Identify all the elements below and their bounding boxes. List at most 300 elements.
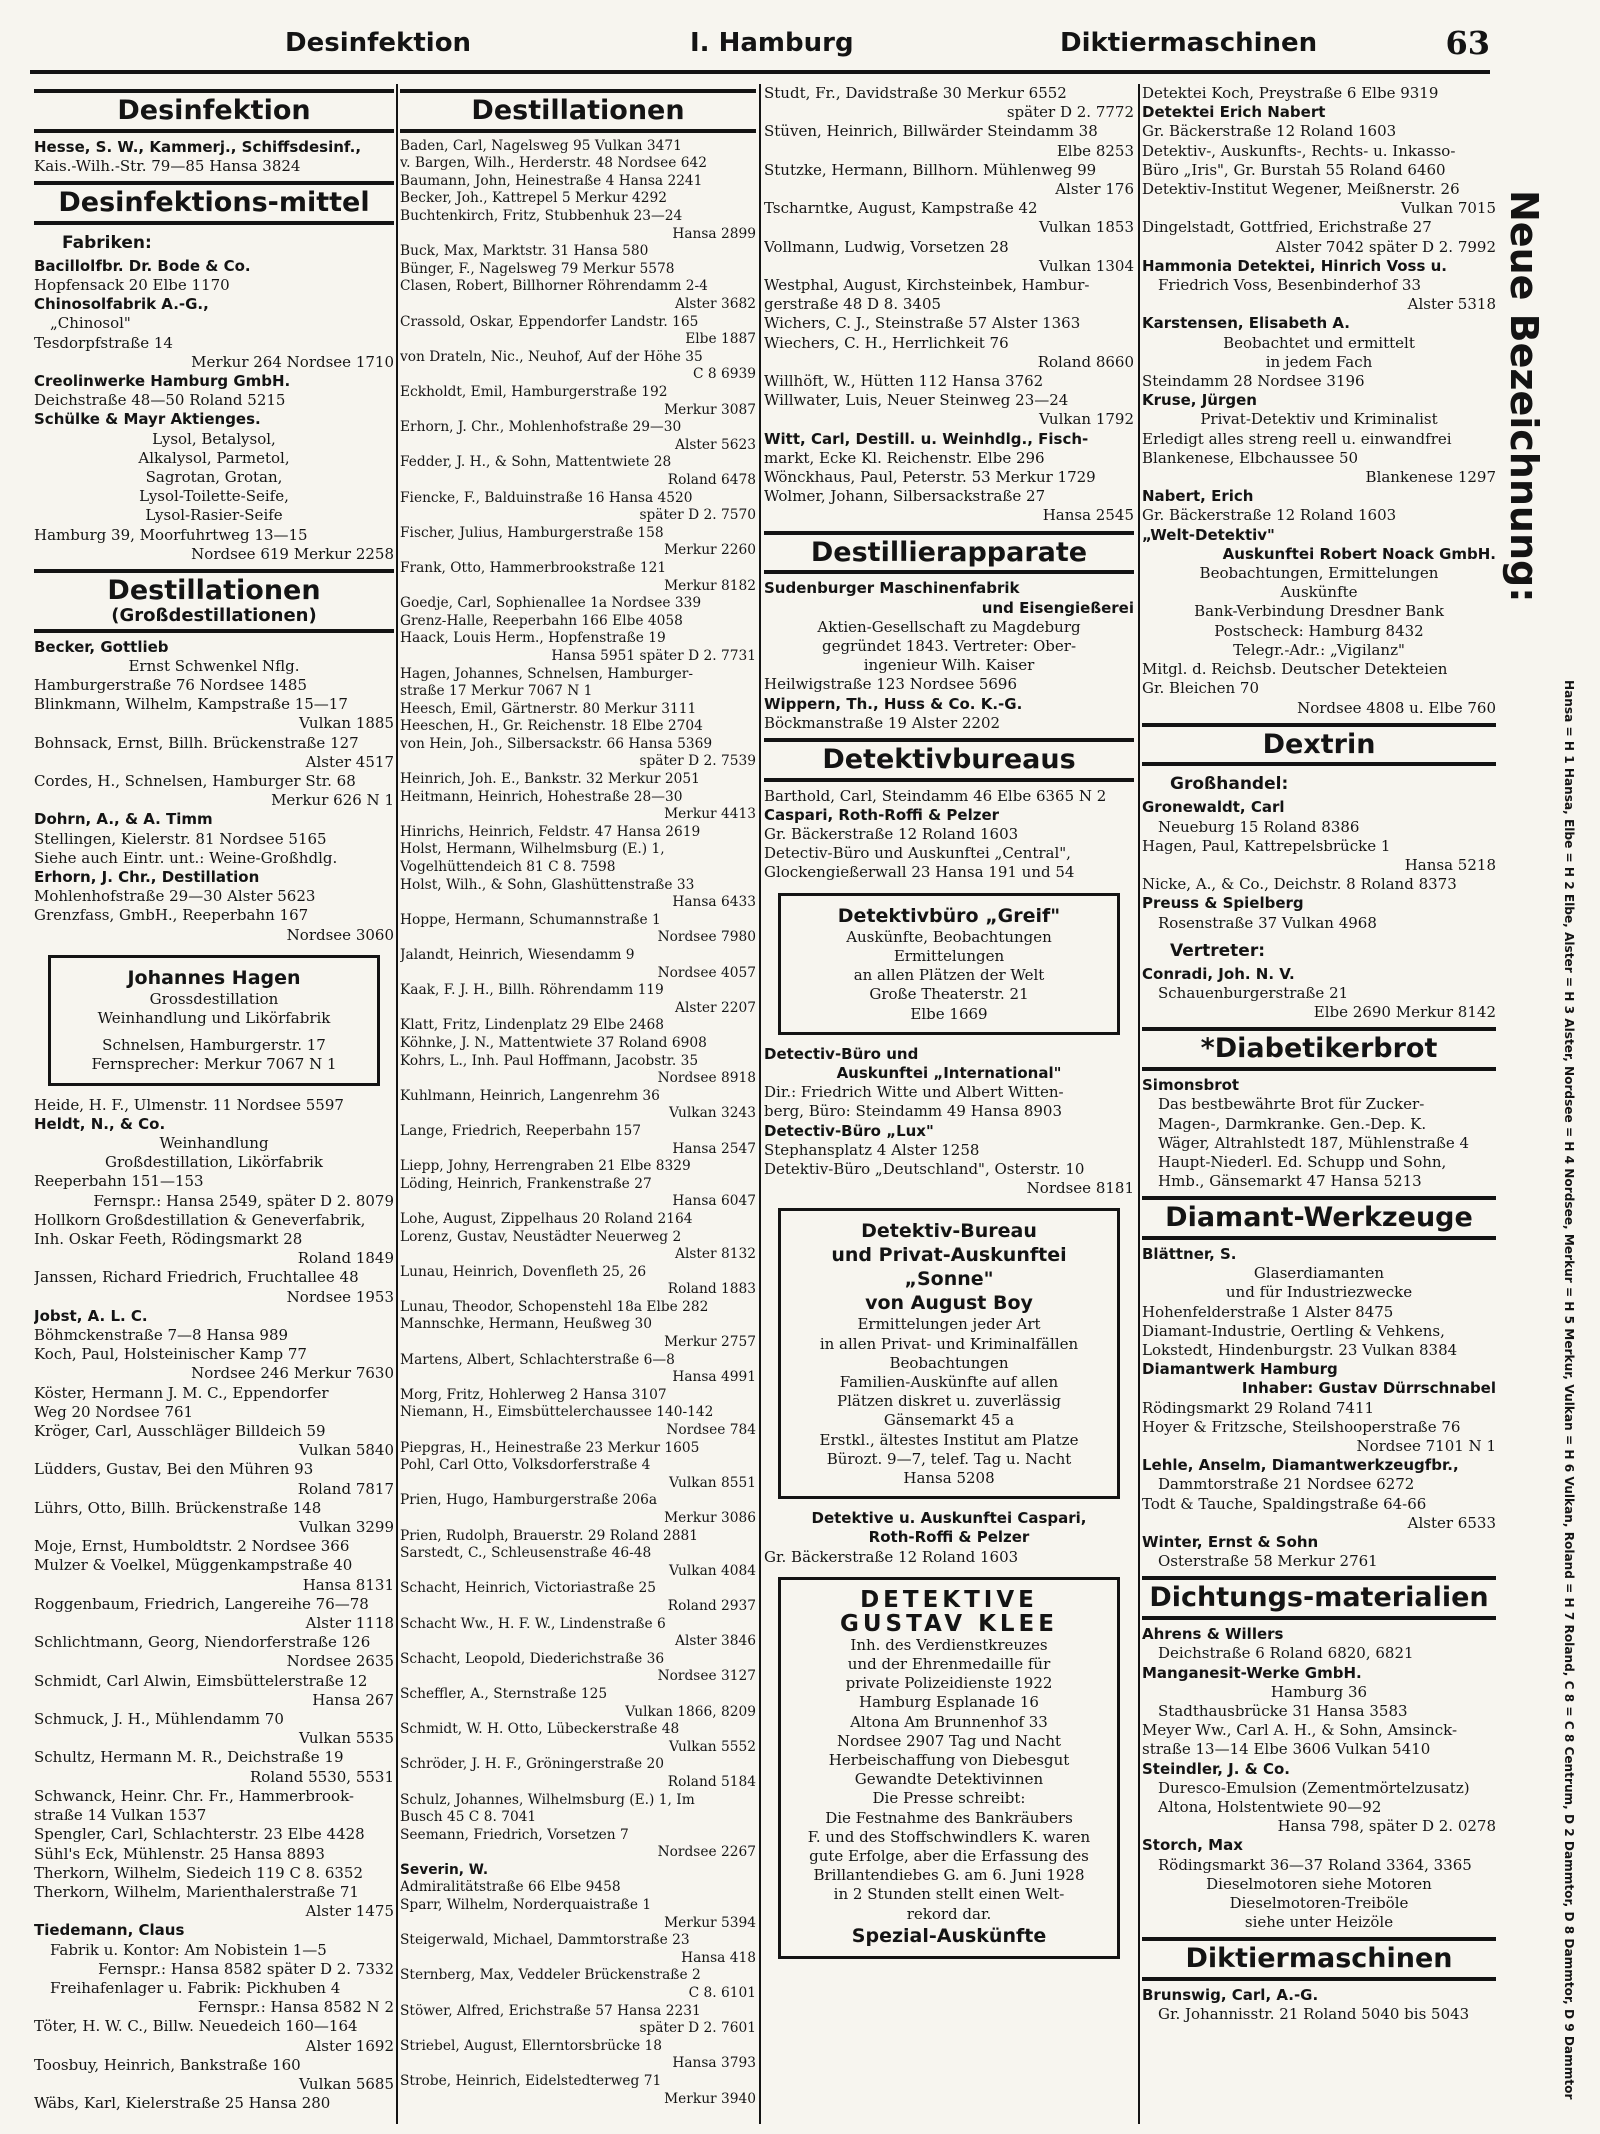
listing-line: Schacht, Heinrich, Victoriastraße 25 <box>400 1580 656 1597</box>
listing-line: Böhmckenstraße 7—8 Hansa 989 <box>34 1326 289 1345</box>
header-left-keyword: Desinfektion <box>285 28 472 58</box>
listing-line: Vulkan 3299 <box>299 1518 394 1537</box>
ad-line: DETEKTIVE <box>860 1586 1038 1613</box>
listing-line: Elbe 8253 <box>1056 141 1134 160</box>
listing-line: Haupt-Niederl. Ed. Schupp und Sohn, <box>1158 1152 1447 1171</box>
listing-line: Hagen, Paul, Kattrepelsbrücke 1 <box>1142 836 1391 855</box>
ad-line: Nordsee 2907 Tag und Nacht <box>836 1731 1062 1750</box>
listing-line: Lüdders, Gustav, Bei den Mühren 93 <box>34 1460 314 1479</box>
ad-line: Brillantendiebes G. am 6. Juni 1928 <box>813 1866 1085 1885</box>
listing-line: markt, Ecke Kl. Reichenstr. Elbe 296 <box>764 448 1045 467</box>
listing-line: Vogelhüttendeich 81 C 8. 7598 <box>400 859 616 876</box>
listing-line: Köhnke, J. N., Mattentwiete 37 Roland 6908 <box>400 1034 707 1051</box>
section-heading <box>1142 1196 1496 1240</box>
listing-line: Wönckhaus, Paul, Peterstr. 53 Merkur 1729 <box>764 468 1096 487</box>
listing-line: Nordsee 4808 u. Elbe 760 <box>1297 698 1496 717</box>
listing-line: Blankenese, Elbchaussee 50 <box>1142 448 1359 467</box>
listing-name: Diamantwerk Hamburg <box>1142 1360 1338 1379</box>
section-heading-text: Destillierapparate <box>810 536 1088 568</box>
listing-line: Steindamm 28 Nordsee 3196 <box>1142 372 1365 391</box>
listing-line: Deichstraße 48—50 Roland 5215 <box>34 391 286 410</box>
listing-line: Hansa 798, später D 2. 0278 <box>1277 1817 1496 1836</box>
listing-name: Bacillolfbr. Dr. Bode & Co. <box>34 256 251 275</box>
ad-line: Gewandte Detektivinnen <box>854 1770 1044 1789</box>
listing-name: Sudenburger Maschinenfabrik <box>764 579 1020 598</box>
listing-line: Crassold, Oskar, Eppendorfer Landstr. 165 <box>400 313 699 330</box>
listing-line: Nordsee 2635 <box>286 1652 394 1671</box>
ad-line: GUSTAV KLEE <box>840 1610 1058 1637</box>
category-label: Fabriken: <box>62 232 152 253</box>
listing-line: Koch, Paul, Holsteinischer Kamp 77 <box>34 1345 307 1364</box>
listing-line: Nordsee 246 Merkur 7630 <box>191 1364 394 1383</box>
listing-line: Fabrik u. Kontor: Am Nobistein 1—5 <box>50 1940 327 1959</box>
listing-line: Töter, H. W. C., Billw. Neuedeich 160—164 <box>34 2017 358 2036</box>
listing-line: Köster, Hermann J. M. C., Eppendorfer <box>34 1383 329 1402</box>
listing-line: Schmuck, J. H., Mühlendamm 70 <box>34 1710 284 1729</box>
listing-line: Mulzer & Voelkel, Müggenkampstraße 40 <box>34 1556 353 1575</box>
listing-name: Witt, Carl, Destill. u. Weinhdlg., Fisch- <box>764 429 1089 448</box>
listing-name: Tiedemann, Claus <box>34 1921 185 1940</box>
listing-line: Rödingsmarkt 29 Roland 7411 <box>1142 1398 1375 1417</box>
listing-line: Glaserdiamanten <box>1253 1264 1385 1283</box>
listing-line: Scheffler, A., Sternstraße 125 <box>400 1685 608 1702</box>
listing-line: Hansa 3793 <box>672 2055 756 2072</box>
listing-line: Altona, Holstentwiete 90—92 <box>1158 1797 1382 1816</box>
listing-line: Buchtenkirch, Fritz, Stubbenhuk 23—24 <box>400 208 683 225</box>
listing-name: Erhorn, J. Chr., Destillation <box>34 867 260 886</box>
listing-name: Storch, Max <box>1142 1836 1243 1855</box>
listing-line: Westphal, August, Kirchsteinbek, Hambur- <box>764 276 1090 295</box>
listing-name: Chinosolfabrik A.-G., <box>34 295 209 314</box>
listing-line: Alster 1475 <box>305 1902 394 1921</box>
listing-line: Deichstraße 6 Roland 6820, 6821 <box>1158 1644 1414 1663</box>
listing-line: Lokstedt, Hindenburgstr. 23 Vulkan 8384 <box>1142 1341 1458 1360</box>
section-heading-text: Diktiermaschinen <box>1185 1943 1453 1975</box>
listing-line: Pohl, Carl Otto, Volksdorferstraße 4 <box>400 1457 651 1474</box>
listing-name: Becker, Gottlieb <box>34 637 169 656</box>
listing-line: Fernspr.: Hansa 2549, später D 2. 8079 <box>93 1191 394 1210</box>
listing-line: Alster 5318 <box>1407 295 1496 314</box>
listing-line: Auskünfte <box>1280 583 1358 602</box>
listing-line: Siehe auch Eintr. unt.: Weine-Großhdlg. <box>34 848 338 867</box>
column-divider <box>759 84 761 2124</box>
listing-name: „Welt-Detektiv" <box>1142 525 1275 544</box>
page-header <box>30 24 1490 68</box>
listing-name: Jobst, A. L. C. <box>34 1306 148 1325</box>
listing-name: Steindler, J. & Co. <box>1142 1759 1290 1778</box>
listing-line: Lysol-Rasier-Seife <box>145 506 283 525</box>
listing-line: Neueburg 15 Roland 8386 <box>1158 817 1360 836</box>
listing-line: Löding, Heinrich, Frankenstraße 27 <box>400 1175 652 1192</box>
ad-line: Auskünfte, Beobachtungen <box>846 927 1052 946</box>
listing-line: Roland 5184 <box>667 1773 756 1790</box>
section-heading <box>764 738 1134 782</box>
listing-line: Hagen, Johannes, Schnelsen, Hamburger- <box>400 665 693 682</box>
listing-name: Dohrn, A., & A. Timm <box>34 810 213 829</box>
listing-line: Glockengießerwall 23 Hansa 191 und 54 <box>764 863 1075 882</box>
column-1 <box>34 84 394 2114</box>
side-exchange-text: Hansa = H 1 Hansa, Elbe = H 2 Elbe, Alster = H 3 Alster, Nordsee = H 4 Nordsee, Merkur = H 5 Merkur, Vulkan = H 6 Vulkan, Roland = H 7 Roland, C 8 = C 8 Centrum, D 2 Dammtor, D 8 Dammtor, D 9 Dammtor <box>1562 680 1576 2100</box>
listing-line: Osterstraße 58 Merkur 2761 <box>1158 1552 1378 1571</box>
section-heading-text: Desinfektion <box>117 95 311 126</box>
ad-line: Weinhandlung und Likörfabrik <box>97 1008 331 1027</box>
column-divider <box>396 84 398 2124</box>
listing-line: Alster 7042 später D 2. 7992 <box>1275 237 1496 256</box>
listing-line: Prien, Hugo, Hamburgerstraße 206a <box>400 1492 658 1509</box>
listing-line: Sparr, Wilhelm, Norderquaistraße 1 <box>400 1897 652 1914</box>
listing-line: Magen-, Darmkranke. Gen.-Dep. K. <box>1158 1114 1427 1133</box>
ad-line: Schnelsen, Hamburgerstr. 17 <box>102 1036 326 1055</box>
listing-line: Hamburg 39, Moorfuhrtweg 13—15 <box>34 525 308 544</box>
listing-line: Busch 45 C 8. 7041 <box>400 1809 537 1826</box>
listing-line: Hansa 5951 später D 2. 7731 <box>551 647 756 664</box>
section-heading-text: Diamant-Werkzeuge <box>1165 1202 1473 1234</box>
listing-line: Aktien-Gesellschaft zu Magdeburg <box>817 617 1081 636</box>
listing-line: Therkorn, Wilhelm, Siedeich 119 C 8. 6352 <box>34 1863 363 1882</box>
listing-line: Prien, Rudolph, Brauerstr. 29 Roland 2881 <box>400 1527 698 1544</box>
listing-line: Vulkan 8551 <box>668 1474 756 1491</box>
listing-line: Dieselmotoren siehe Motoren <box>1206 1874 1432 1893</box>
listing-line: Böckmanstraße 19 Alster 2202 <box>764 713 1001 732</box>
listing-name: Conradi, Joh. N. V. <box>1142 964 1295 983</box>
header-right-keyword: Diktiermaschinen <box>1060 28 1318 58</box>
listing-line: Vollmann, Ludwig, Vorsetzen 28 <box>764 237 1009 256</box>
listing-line: Detektiv-Büro „Deutschland", Osterstr. 10 <box>764 1159 1085 1178</box>
listing-line: Janssen, Richard Friedrich, Fruchtallee 48 <box>34 1268 359 1287</box>
section-heading <box>1142 1576 1496 1620</box>
header-city: I. Hamburg <box>690 28 854 58</box>
ad-line: Elbe 1669 <box>910 1004 988 1023</box>
listing-line: Roland 5530, 5531 <box>250 1767 394 1786</box>
ad-line: Familien-Auskünfte auf allen <box>839 1372 1059 1391</box>
listing-line: Hamburg 36 <box>1270 1682 1368 1701</box>
ad-line: Hansa 5208 <box>903 1468 995 1487</box>
listing-name: Ahrens & Willers <box>1142 1625 1284 1644</box>
listing-line: Bank-Verbindung Dresdner Bank <box>1194 602 1444 621</box>
listing-line: Strobe, Heinrich, Eidelstedterweg 71 <box>400 2073 662 2089</box>
ad-line: an allen Plätzen der Welt <box>853 966 1045 985</box>
listing-line: Morg, Fritz, Hohlerweg 2 Hansa 3107 <box>400 1386 667 1403</box>
listing-line: Nordsee 3060 <box>286 925 394 944</box>
section-heading <box>764 531 1134 575</box>
listing-name: Nabert, Erich <box>1142 487 1254 506</box>
listing-name: Manganesit-Werke GmbH. <box>1142 1663 1362 1682</box>
listing-name: Brunswig, Carl, A.-G. <box>1142 1986 1319 2005</box>
listing-line: Nordsee 8918 <box>657 1070 756 1087</box>
listing-line: Postscheck: Hamburg 8432 <box>1214 621 1424 640</box>
column-divider <box>1138 84 1140 2124</box>
listing-line: Kuhlmann, Heinrich, Langenrehm 36 <box>400 1087 660 1104</box>
ad-line: Altona Am Brunnenhof 33 <box>850 1712 1048 1731</box>
listing-line: Baden, Carl, Nagelsweg 95 Vulkan 3471 <box>400 137 682 154</box>
section-heading-text: *Diabetikerbrot <box>1200 1033 1438 1065</box>
ad-line: von August Boy <box>865 1292 1033 1315</box>
listing-name: Detectiv-Büro und <box>764 1044 919 1063</box>
listing-line: Gr. Bäckerstraße 12 Roland 1603 <box>1142 506 1397 525</box>
ad-line: Ermittelungen <box>893 946 1005 965</box>
listing-line: Vulkan 3243 <box>668 1105 756 1122</box>
column-2 <box>400 84 756 2114</box>
listing-line: Telegr.-Adr.: „Vigilanz" <box>1233 640 1405 659</box>
listing-line: Vulkan 1792 <box>1039 410 1134 429</box>
listing-line: Reeperbahn 151—153 <box>34 1172 204 1191</box>
listing-name: Heldt, N., & Co. <box>34 1114 166 1133</box>
listing-line: Todt & Tauche, Spaldingstraße 64-66 <box>1142 1494 1427 1513</box>
listing-line: Schauenburgerstraße 21 <box>1158 984 1349 1003</box>
listing-line: straße 17 Merkur 7067 N 1 <box>400 683 593 700</box>
listing-line: Nordsee 8181 <box>1026 1179 1134 1198</box>
listing-line: Striebel, August, Ellerntorsbrücke 18 <box>400 2037 662 2054</box>
listing-line: Vulkan 5685 <box>299 2074 394 2093</box>
listing-line: Stutzke, Hermann, Billhorn. Mühlenweg 99 <box>764 160 1097 179</box>
advertisement-box <box>778 893 1120 1035</box>
listing-line: von Hein, Joh., Silbersackstr. 66 Hansa 5369 <box>400 735 713 752</box>
ad-line: Plätzen diskret u. zuverlässig <box>837 1392 1061 1411</box>
listing-line: Dieselmotoren-Treiböle <box>1229 1894 1409 1912</box>
listing-name: Inhaber: Gustav Dürrschnabel <box>1241 1379 1496 1398</box>
listing-line: Alster 3846 <box>675 1633 756 1650</box>
listing-line: Vulkan 1853 <box>1039 218 1134 237</box>
listing-line: Lohe, August, Zippelhaus 20 Roland 2164 <box>400 1210 693 1227</box>
listing-line: Blinkmann, Wilhelm, Kampstraße 15—17 <box>34 695 348 714</box>
listing-line: Vulkan 5840 <box>299 1441 394 1460</box>
listing-line: Clasen, Robert, Billhorner Röhrendamm 2-4 <box>400 278 708 295</box>
ad-line: in 2 Stunden stellt einen Welt- <box>833 1885 1065 1904</box>
category-label: Vertreter: <box>1170 940 1266 961</box>
listing-line: Merkur 2757 <box>664 1334 756 1351</box>
listing-line: Sarstedt, C., Schleusenstraße 46-48 <box>400 1545 652 1562</box>
ad-line: Die Festnahme des Bankräubers <box>825 1808 1073 1827</box>
listing-line: Stüven, Heinrich, Billwärder Steindamm 38 <box>764 122 1098 141</box>
listing-line: Haack, Louis Herm., Hopfenstraße 19 <box>400 630 666 647</box>
ad-line: Die Presse schreibt: <box>872 1789 1026 1808</box>
listing-line: Merkur 626 N 1 <box>271 791 394 810</box>
listing-line: Alster 3682 <box>675 296 756 313</box>
listing-line: Vulkan 5552 <box>668 1738 756 1755</box>
advertisement-box <box>778 1577 1120 1959</box>
section-heading-text: Detektivbureaus <box>822 743 1076 775</box>
listing-name: Detektive u. Auskunftei Caspari, <box>811 1509 1087 1528</box>
listing-name: Karstensen, Elisabeth A. <box>1142 314 1350 333</box>
listing-line: Willhöft, W., Hütten 112 Hansa 3762 <box>764 372 1044 391</box>
listing-line: Heilwigstraße 123 Nordsee 5696 <box>764 675 1018 694</box>
listing-line: Nordsee 1953 <box>286 1287 394 1306</box>
listing-line: Erhorn, J. Chr., Mohlenhofstraße 29—30 <box>400 419 682 436</box>
listing-line: Alster 1118 <box>305 1614 394 1633</box>
listing-line: Hamburgerstraße 76 Nordsee 1485 <box>34 675 308 694</box>
listing-line: Wäger, Altrahlstedt 187, Mühlenstraße 4 <box>1158 1133 1470 1152</box>
listing-line: Sühl's Eck, Mühlenstr. 25 Hansa 8893 <box>34 1844 325 1863</box>
listing-line: Holst, Wilh., & Sohn, Glashüttenstraße 33 <box>400 876 695 893</box>
listing-line: Therkorn, Wilhelm, Marienthalerstraße 71 <box>34 1882 359 1901</box>
listing-line: Vulkan 1866, 8209 <box>625 1703 756 1720</box>
listing-line: Roland 8660 <box>1037 352 1134 371</box>
listing-line: Meyer Ww., Carl A. H., & Sohn, Amsinck- <box>1142 1721 1458 1740</box>
ad-line: Erstkl., ältestes Institut am Platze <box>819 1430 1079 1449</box>
listing-line: Bünger, F., Nagelsweg 79 Merkur 5578 <box>400 260 675 277</box>
listing-line: Hansa 267 <box>312 1690 394 1709</box>
listing-line: Schmidt, W. H. Otto, Lübeckerstraße 48 <box>400 1721 680 1738</box>
listing-line: Klatt, Fritz, Lindenplatz 29 Elbe 2468 <box>400 1017 665 1034</box>
listing-line: Lysol, Betalysol, <box>152 429 276 448</box>
listing-line: Privat-Detektiv und Kriminalist <box>1200 410 1438 429</box>
listing-name: Kruse, Jürgen <box>1142 391 1257 410</box>
listing-line: Hansa 8131 <box>302 1575 394 1594</box>
listing-line: Heinrich, Joh. E., Bankstr. 32 Merkur 2051 <box>400 771 700 788</box>
ad-line <box>57 1028 371 1036</box>
section-heading-text: Dextrin <box>1262 728 1376 760</box>
listing-line: siehe unter Heizöle <box>1244 1913 1394 1932</box>
listing-line: Lührs, Otto, Billh. Brückenstraße 148 <box>34 1498 322 1517</box>
listing-line: Fernspr.: Hansa 8582 später D 2. 7332 <box>98 1959 394 1978</box>
listing-line: Roland 7817 <box>297 1479 394 1498</box>
listing-line: Merkur 3087 <box>664 401 756 418</box>
header-rule <box>30 70 1490 74</box>
listing-line: Hansa 2899 <box>672 225 756 242</box>
listing-line: Buck, Max, Marktstr. 31 Hansa 580 <box>400 243 649 260</box>
listing-name: Detectiv-Büro „Lux" <box>764 1121 934 1140</box>
listing-line: Freihafenlager u. Fabrik: Pickhuben 4 <box>50 1978 341 1997</box>
listing-line: Mohlenhofstraße 29—30 Alster 5623 <box>34 887 316 906</box>
listing-name: Hesse, S. W., Kammerj., Schiffsdesinf., <box>34 137 362 156</box>
listing-line: und für Industriezwecke <box>1225 1283 1413 1302</box>
section-heading-text: Destillationen <box>471 95 685 126</box>
listing-line: Dir.: Friedrich Witte und Albert Witten- <box>764 1083 1064 1102</box>
listing-line: Alster 5623 <box>675 436 756 453</box>
listing-line: Seemann, Friedrich, Vorsetzen 7 <box>400 1826 629 1843</box>
listing-line: Heide, H. F., Ulmenstr. 11 Nordsee 5597 <box>34 1095 344 1114</box>
ad-line: private Polizeidienste 1922 <box>845 1674 1053 1693</box>
listing-line: „Chinosol" <box>50 314 131 333</box>
listing-name: Preuss & Spielberg <box>1142 894 1304 913</box>
ad-line: und Privat-Auskunftei <box>831 1244 1067 1267</box>
listing-line: Tscharntke, August, Kampstraße 42 <box>764 199 1038 218</box>
listing-line: Spengler, Carl, Schlachterstr. 23 Elbe 4428 <box>34 1825 365 1844</box>
listing-line: Hmb., Gänsemarkt 47 Hansa 5213 <box>1158 1172 1422 1191</box>
listing-line: Nicke, A., & Co., Deichstr. 8 Roland 8373 <box>1142 875 1457 894</box>
listing-line: Sternberg, Max, Veddeler Brückenstraße 2 <box>400 1967 701 1984</box>
listing-line: später D 2. 7539 <box>639 753 756 770</box>
ad-line: Spezial-Auskünfte <box>851 1924 1047 1947</box>
column-4 <box>1142 84 1496 2114</box>
listing-line: Kais.-Wilh.-Str. 79—85 Hansa 3824 <box>34 156 301 175</box>
listing-line: Gr. Johannisstr. 21 Roland 5040 bis 5043 <box>1158 2005 1470 2024</box>
ad-line: Ermittelungen jeder Art <box>857 1315 1041 1334</box>
page-number: 63 <box>1445 24 1490 62</box>
listing-line: Grenzfass, GmbH., Reeperbahn 167 <box>34 906 309 925</box>
advertisement-box <box>48 955 380 1086</box>
listing-line: Nordsee 7101 N 1 <box>1356 1437 1496 1456</box>
listing-line: Rosenstraße 37 Vulkan 4968 <box>1158 913 1377 932</box>
listing-name: Winter, Ernst & Sohn <box>1142 1533 1319 1552</box>
listing-line: Blankenese 1297 <box>1365 468 1496 487</box>
listing-name: Caspari, Roth-Roffi & Pelzer <box>764 805 1000 824</box>
listing-line: Hohenfelderstraße 1 Alster 8475 <box>1142 1302 1394 1321</box>
listing-line: Hollkorn Großdestillation & Geneverfabrik, <box>34 1210 366 1229</box>
listing-line: Inh. Oskar Feeth, Rödingsmarkt 28 <box>34 1230 303 1248</box>
listing-line: Roland 1849 <box>297 1249 394 1268</box>
listing-line: Kohrs, L., Inh. Paul Hoffmann, Jacobstr. 35 <box>400 1052 699 1069</box>
listing-line: Büro „Iris", Gr. Burstah 55 Roland 6460 <box>1142 160 1446 179</box>
listing-line: Lysol-Toilette-Seife, <box>139 487 289 506</box>
ad-line: Grossdestillation <box>149 989 279 1008</box>
listing-line: Detectiv-Büro und Auskunftei „Central", <box>764 844 1071 863</box>
listing-line: Bohnsack, Ernst, Billh. Brückenstraße 127 <box>34 733 359 752</box>
ad-line: Inh. des Verdienstkreuzes <box>850 1635 1048 1654</box>
listing-line: Niemann, H., Eimsbüttelerchaussee 140-142 <box>400 1404 714 1421</box>
ad-line: und der Ehrenmedaille für <box>847 1654 1051 1673</box>
listing-line: C 8 6939 <box>692 366 756 383</box>
listing-line: Nordsee 784 <box>666 1422 756 1439</box>
listing-line: Nordsee 2267 <box>657 1844 756 1861</box>
listing-line: Lorenz, Gustav, Neustädter Neuerweg 2 <box>400 1228 682 1245</box>
listing-line: Roland 1883 <box>667 1281 756 1298</box>
listing-line: Alster 1692 <box>305 2036 394 2055</box>
ad-line: Fernsprecher: Merkur 7067 N 1 <box>91 1055 337 1074</box>
listing-line: Alster 6533 <box>1407 1513 1496 1532</box>
listing-line: Piepgras, H., Heinestraße 23 Merkur 1605 <box>400 1439 700 1456</box>
ad-line: Detektivbüro „Greif" <box>837 904 1061 927</box>
listing-line: Goedje, Carl, Sophienallee 1a Nordsee 339 <box>400 595 702 612</box>
ad-line: F. und des Stoffschwindlers K. waren <box>807 1827 1091 1846</box>
listing-line: Merkur 2260 <box>664 542 756 559</box>
listing-name: Schülke & Mayr Aktienges. <box>34 410 261 429</box>
listing-line: Roland 2937 <box>667 1597 756 1614</box>
listing-line: Lunau, Heinrich, Dovenfleth 25, 26 <box>400 1263 647 1280</box>
listing-line: straße 13—14 Elbe 3606 Vulkan 5410 <box>1142 1740 1431 1759</box>
listing-line: Diamant-Industrie, Oertling & Vehkens, <box>1142 1321 1445 1340</box>
listing-name: Wippern, Th., Huss & Co. K.-G. <box>764 694 1023 713</box>
listing-line: Merkur 264 Nordsee 1710 <box>191 352 394 371</box>
listing-line: gegründet 1843. Vertreter: Ober- <box>821 636 1077 655</box>
listing-line: in jedem Fach <box>1265 352 1373 371</box>
listing-line: Vulkan 7015 <box>1401 199 1496 218</box>
side-exchange-note <box>1540 680 1580 2100</box>
listing-line: Schmidt, Carl Alwin, Eimsbüttelerstraße 12 <box>34 1671 368 1690</box>
listing-line: Schwanck, Heinr. Chr. Fr., Hammerbrook- <box>34 1786 354 1805</box>
listing-line: später D 2. 7772 <box>1006 103 1134 122</box>
listing-line: Detektei Koch, Preystraße 6 Elbe 9319 <box>1142 84 1439 102</box>
listing-line: Eckholdt, Emil, Hamburgerstraße 192 <box>400 384 668 400</box>
listing-line: ingenieur Wilh. Kaiser <box>863 656 1035 675</box>
section-heading <box>34 569 394 632</box>
listing-line: Mannschke, Hermann, Heußweg 30 <box>400 1316 652 1333</box>
listing-line: Fiencke, F., Balduinstraße 16 Hansa 4520 <box>400 489 693 506</box>
listing-line: Toosbuy, Heinrich, Bankstraße 160 <box>34 2055 301 2074</box>
advertisement-box <box>778 1208 1120 1499</box>
listing-line: Heeschen, H., Gr. Reichenstr. 18 Elbe 2704 <box>400 718 703 735</box>
listing-line: Duresco-Emulsion (Zementmörtelzusatz) <box>1158 1778 1470 1797</box>
listing-line: Cordes, H., Schnelsen, Hamburger Str. 68 <box>34 771 356 790</box>
listing-line: Tesdorpfstraße 14 <box>34 333 173 352</box>
listing-line: Studt, Fr., Davidstraße 30 Merkur 6552 <box>764 84 1067 102</box>
listing-line: Mitgl. d. Reichsb. Deutscher Detekteien <box>1142 660 1448 679</box>
listing-line: Liepp, Johny, Herrengraben 21 Elbe 8329 <box>400 1158 691 1175</box>
listing-line: Dammtorstraße 21 Nordsee 6272 <box>1158 1475 1415 1494</box>
ad-line: Gänsemarkt 45 a <box>883 1411 1015 1430</box>
listing-name: Gronewaldt, Carl <box>1142 798 1285 817</box>
ad-line: Große Theaterstr. 21 <box>869 985 1029 1004</box>
ad-line: Beobachtungen <box>889 1353 1009 1372</box>
listing-line: Hoppe, Hermann, Schumannstraße 1 <box>400 911 661 928</box>
ad-line: Hamburg Esplanade 16 <box>859 1693 1039 1712</box>
listing-line: straße 14 Vulkan 1537 <box>34 1806 207 1825</box>
listing-line: Weinhandlung <box>159 1133 269 1152</box>
listing-line: Alster 2207 <box>675 999 756 1016</box>
listing-line: Vulkan 4084 <box>668 1562 756 1579</box>
listing-line: Wäbs, Karl, Kielerstraße 25 Hansa 280 <box>34 2094 331 2113</box>
listing-line: Stöwer, Alfred, Erichstraße 57 Hansa 2231 <box>400 2002 701 2019</box>
